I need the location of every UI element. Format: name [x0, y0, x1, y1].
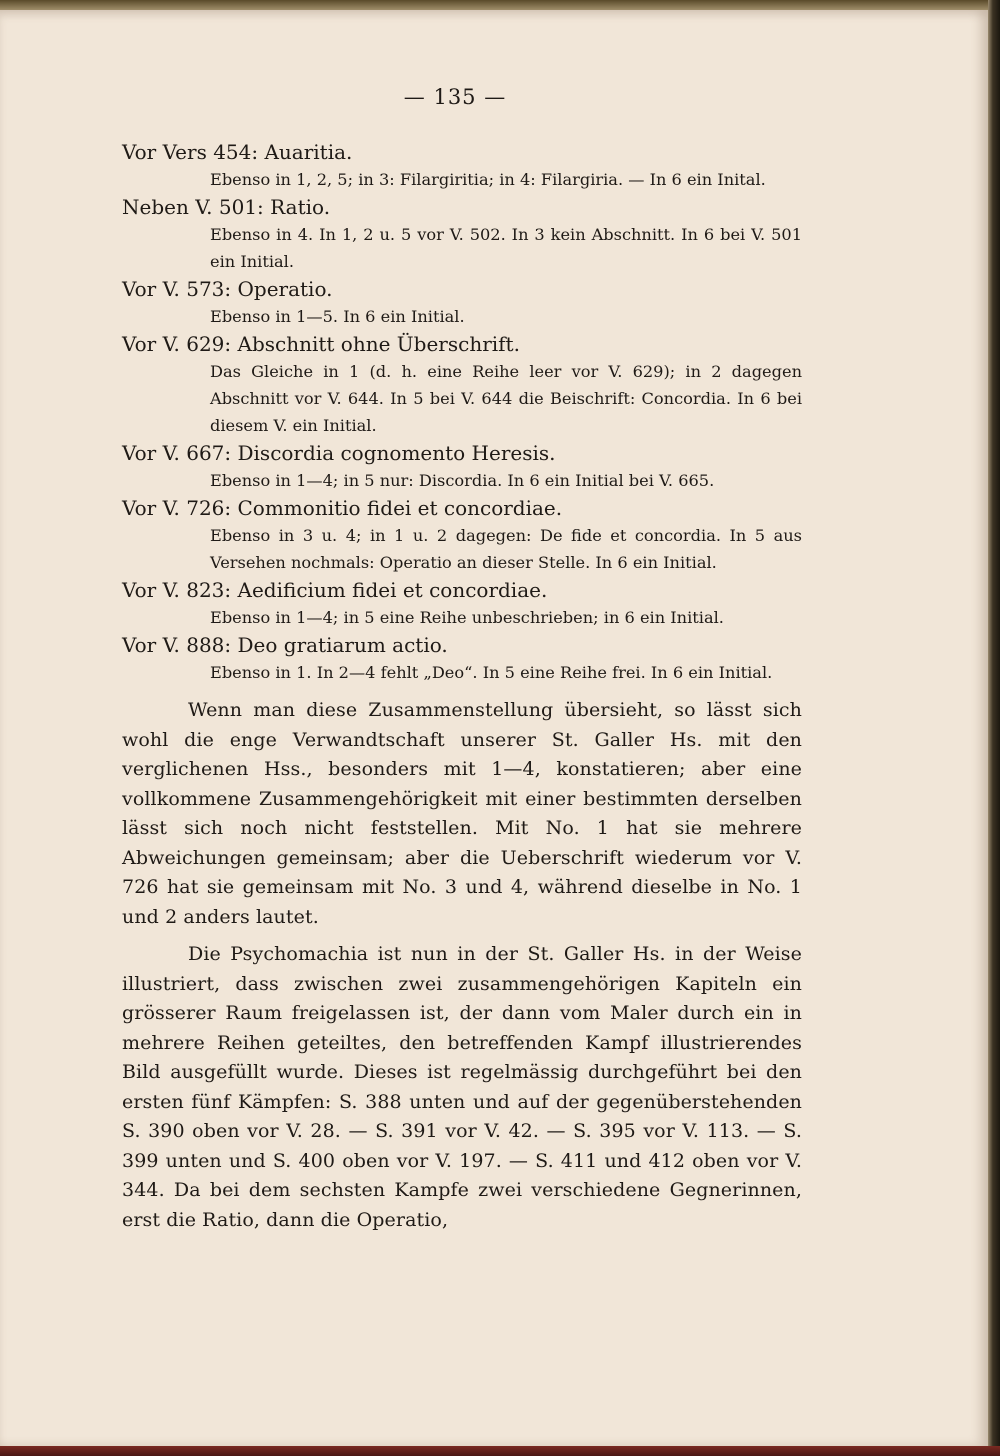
- entry-note: Ebenso in 1—4; in 5 nur: Discordia. In 6 ein Initial bei V. 665.: [210, 471, 715, 490]
- entry-note: Ebenso in 3 u. 4; in 1 u. 2 dagegen: De fide et concordia. In 5 aus Versehen nochmals: Operatio an dieser Stelle. In 6 ein Initial.: [210, 526, 802, 572]
- entry-heading: Vor V. 629: Abschnitt ohne Überschrift.: [122, 332, 520, 356]
- entry-heading: Vor V. 726: Commonitio fidei et concordiae.: [122, 496, 563, 520]
- entry-note: Ebenso in 1, 2, 5; in 3: Filargiritia; in 4: Filargiria. — In 6 ein Inital.: [210, 170, 766, 189]
- rubric-entry: [122, 138, 802, 193]
- entry-note: Das Gleiche in 1 (d. h. eine Reihe leer vor V. 629); in 2 dagegen Abschnitt vor V. 644. In 5 bei V. 644 die Beischrift: Concordia. In 6 bei diesem V. ein Initial.: [210, 362, 802, 435]
- entry-heading: Vor V. 573: Operatio.: [122, 277, 333, 301]
- rubric-entry: [122, 330, 802, 439]
- body-paragraph: Die Psychomachia ist nun in der St. Galler Hs. in der Weise illustriert, dass zwischen zwei zusammengehörigen Kapiteln ein grösserer Raum freigelassen ist, der dann vom Maler durch ein in mehrere Reihen geteiltes, den betreffenden Kampf illustrierendes Bild ausgefüllt wurde. Dieses ist regelmässig durchgeführt bei den ersten fünf Kämpfen: S. 388 unten und auf der gegenüberstehenden S. 390 oben vor V. 28. — S. 391 vor V. 42. — S. 395 vor V. 113. — S. 399 unten und S. 400 oben vor V. 197. — S. 411 und 412 oben vor V. 344. Da bei dem sechsten Kampfe zwei verschiedene Gegnerinnen, erst die Ratio, dann die Operatio,: [122, 943, 802, 1231]
- entry-note: Ebenso in 1—4; in 5 eine Reihe unbeschrieben; in 6 ein Initial.: [210, 608, 724, 627]
- page-number: — 135 —: [403, 85, 507, 109]
- book-binding-edge: [988, 0, 1000, 1456]
- entry-note: Ebenso in 4. In 1, 2 u. 5 vor V. 502. In 3 kein Abschnitt. In 6 bei V. 501 ein Initial.: [210, 225, 802, 271]
- entry-note: Ebenso in 1. In 2—4 fehlt „Deo“. In 5 eine Reihe frei. In 6 ein Initial.: [210, 663, 773, 682]
- page-top-edge: [0, 0, 1000, 10]
- rubric-entry: [122, 576, 802, 631]
- rubric-entry: [122, 631, 802, 686]
- entry-heading: Vor Vers 454: Auaritia.: [122, 140, 353, 164]
- page-bottom-edge: [0, 1446, 1000, 1456]
- book-page: [0, 10, 988, 1446]
- entry-note: Ebenso in 1—5. In 6 ein Initial.: [210, 307, 465, 326]
- page-text: [122, 138, 802, 1235]
- entry-heading: Vor V. 888: Deo gratiarum actio.: [122, 633, 448, 657]
- entry-heading: Neben V. 501: Ratio.: [122, 195, 331, 219]
- entry-heading: Vor V. 823: Aedificium fidei et concordiae.: [122, 578, 548, 602]
- body-paragraph: Wenn man diese Zusammenstellung übersieht, so lässt sich wohl die enge Verwandtschaft unserer St. Galler Hs. mit den verglichenen Hss., besonders mit 1—4, konstatieren; aber eine vollkommene Zusammengehörigkeit mit einer bestimmten derselben lässt sich noch nicht feststellen. Mit No. 1 hat sie mehrere Abweichungen gemeinsam; aber die Ueberschrift wiederum vor V. 726 hat sie gemeinsam mit No. 3 und 4, während dieselbe in No. 1 und 2 anders lautet.: [122, 699, 802, 928]
- rubric-entry: [122, 494, 802, 576]
- rubric-entry: [122, 275, 802, 330]
- rubric-entry: [122, 193, 802, 275]
- rubric-entry: [122, 439, 802, 494]
- entry-heading: Vor V. 667: Discordia cognomento Heresis.: [122, 441, 556, 465]
